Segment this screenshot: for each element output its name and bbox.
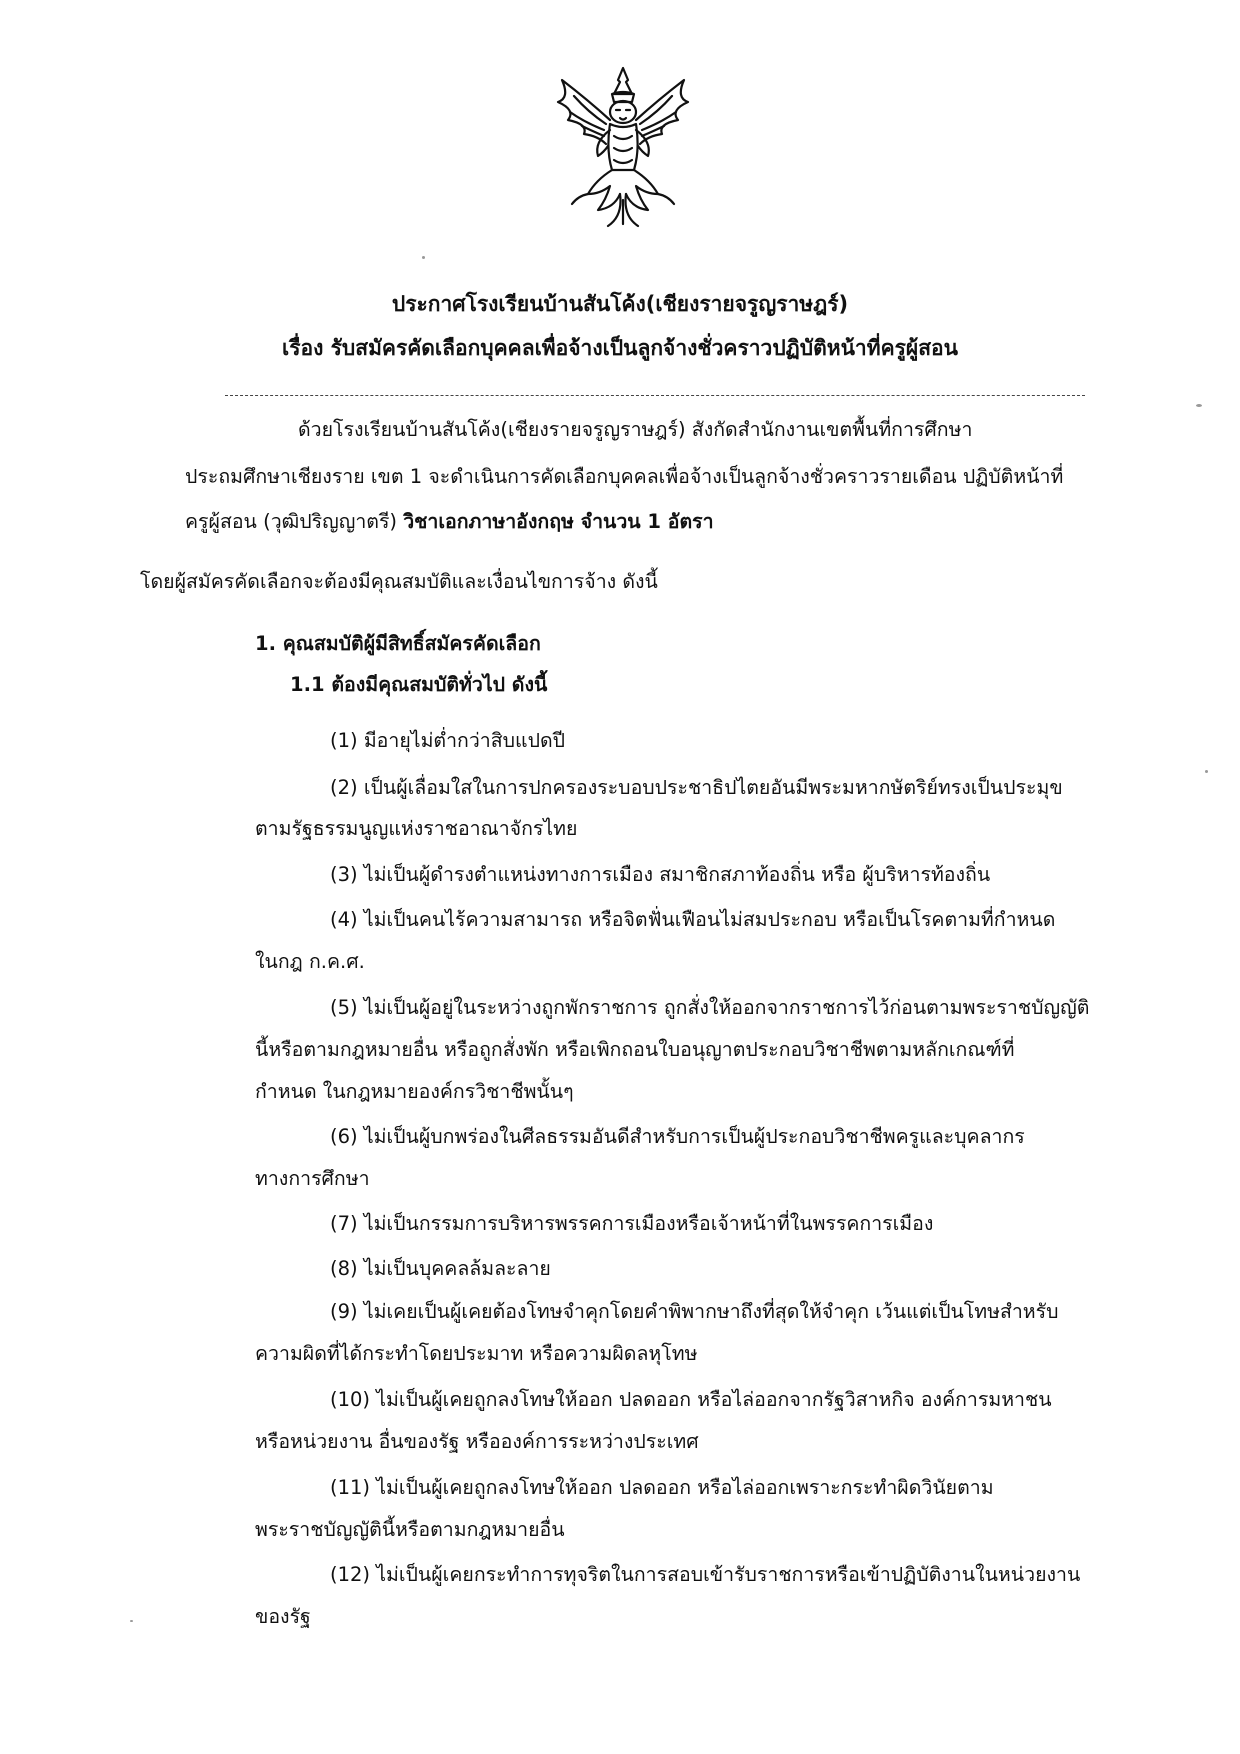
scan-speck xyxy=(130,1620,133,1622)
list-item-6: (6) ไม่เป็นผู้บกพร่องในศีลธรรมอันดีสำหรับการเป็นผู้ประกอบวิชาชีพครูและบุคลากร xyxy=(330,1125,1025,1148)
dashed-divider xyxy=(225,395,1085,396)
section-1-heading: 1. คุณสมบัติผู้มีสิทธิ์สมัครคัดเลือก xyxy=(255,632,541,655)
list-item-11-cont: พระราชบัญญัตินี้หรือตามกฎหมายอื่น xyxy=(255,1518,565,1541)
list-item-2: (2) เป็นผู้เลื่อมใสในการปกครองระบอบประชาธิปไตยอันมีพระมหากษัตริย์ทรงเป็นประมุข xyxy=(330,776,1063,799)
list-item-7: (7) ไม่เป็นกรรมการบริหารพรรคการเมืองหรือเจ้าหน้าที่ในพรรคการเมือง xyxy=(330,1212,934,1235)
garuda-emblem xyxy=(548,60,698,230)
list-item-2-cont: ตามรัฐธรรมนูญแห่งราชอาณาจักรไทย xyxy=(255,817,578,840)
list-item-11: (11) ไม่เป็นผู้เคยถูกลงโทษให้ออก ปลดออก หรือไล่ออกเพราะกระทำผิดวินัยตาม xyxy=(330,1476,994,1499)
announcement-title: ประกาศโรงเรียนบ้านสันโค้ง(เชียงรายจรูญราษฎร์) xyxy=(391,292,849,316)
list-item-12-cont: ของรัฐ xyxy=(255,1605,311,1628)
list-item-5: (5) ไม่เป็นผู้อยู่ในระหว่างถูกพักราชการ ถูกสั่งให้ออกจากราชการไว้ก่อนตามพระราชบัญญัติ xyxy=(330,996,1090,1019)
intro-line-4: โดยผู้สมัครคัดเลือกจะต้องมีคุณสมบัติและเงื่อนไขการจ้าง ดังนี้ xyxy=(140,570,658,593)
list-item-9-cont: ความผิดที่ได้กระทำโดยประมาท หรือความผิดลหุโทษ xyxy=(255,1342,698,1365)
list-item-4-cont: ในกฎ ก.ค.ศ. xyxy=(255,950,365,973)
intro-line-2: ประถมศึกษาเชียงราย เขต 1 จะดำเนินการคัดเลือกบุคคลเพื่อจ้างเป็นลูกจ้างชั่วคราวรายเดือน ปฏิบัติหน้าที่ xyxy=(185,465,1064,488)
list-item-8: (8) ไม่เป็นบุคคลล้มละลาย xyxy=(330,1257,551,1280)
intro-line-3 xyxy=(185,510,714,533)
intro-line-3-text: ครูผู้สอน (วุฒิปริญญาตรี) xyxy=(185,510,404,533)
list-item-5-cont-2: กำหนด ในกฎหมายองค์กรวิชาชีพนั้นๆ xyxy=(255,1080,574,1103)
scan-speck xyxy=(422,256,425,259)
section-1-1-heading: 1.1 ต้องมีคุณสมบัติทั่วไป ดังนี้ xyxy=(290,673,548,696)
list-item-1: (1) มีอายุไม่ต่ำกว่าสิบแปดปี xyxy=(330,729,566,752)
list-item-12: (12) ไม่เป็นผู้เคยกระทำการทุจริตในการสอบเข้ารับราชการหรือเข้าปฏิบัติงานในหน่วยงาน xyxy=(330,1563,1081,1586)
list-item-10: (10) ไม่เป็นผู้เคยถูกลงโทษให้ออก ปลดออก หรือไล่ออกจากรัฐวิสาหกิจ องค์การมหาชน xyxy=(330,1388,1052,1411)
intro-line-1: ด้วยโรงเรียนบ้านสันโค้ง(เชียงรายจรูญราษฎร์) สังกัดสำนักงานเขตพื้นที่การศึกษา xyxy=(298,418,973,441)
announcement-subject: เรื่อง รับสมัครคัดเลือกบุคคลเพื่อจ้างเป็นลูกจ้างชั่วคราวปฏิบัติหน้าที่ครูผู้สอน xyxy=(282,336,958,360)
intro-line-3-emphasis: วิชาเอกภาษาอังกฤษ จำนวน 1 อัตรา xyxy=(403,510,714,533)
scan-speck xyxy=(1196,404,1202,407)
list-item-5-cont-1: นี้หรือตามกฎหมายอื่น หรือถูกสั่งพัก หรือเพิกถอนใบอนุญาตประกอบวิชาชีพตามหลักเกณฑ์ที่ xyxy=(255,1038,1015,1061)
list-item-4: (4) ไม่เป็นคนไร้ความสามารถ หรือจิตฟั่นเฟือนไม่สมประกอบ หรือเป็นโรคตามที่กำหนด xyxy=(330,908,1056,931)
scan-speck xyxy=(1205,770,1208,773)
list-item-3: (3) ไม่เป็นผู้ดำรงตำแหน่งทางการเมือง สมาชิกสภาท้องถิ่น หรือ ผู้บริหารท้องถิ่น xyxy=(330,863,991,886)
list-item-10-cont: หรือหน่วยงาน อื่นของรัฐ หรือองค์การระหว่างประเทศ xyxy=(255,1430,699,1453)
list-item-9: (9) ไม่เคยเป็นผู้เคยต้องโทษจำคุกโดยคำพิพากษาถึงที่สุดให้จำคุก เว้นแต่เป็นโทษสำหรับ xyxy=(330,1300,1059,1323)
list-item-6-cont: ทางการศึกษา xyxy=(255,1167,370,1190)
